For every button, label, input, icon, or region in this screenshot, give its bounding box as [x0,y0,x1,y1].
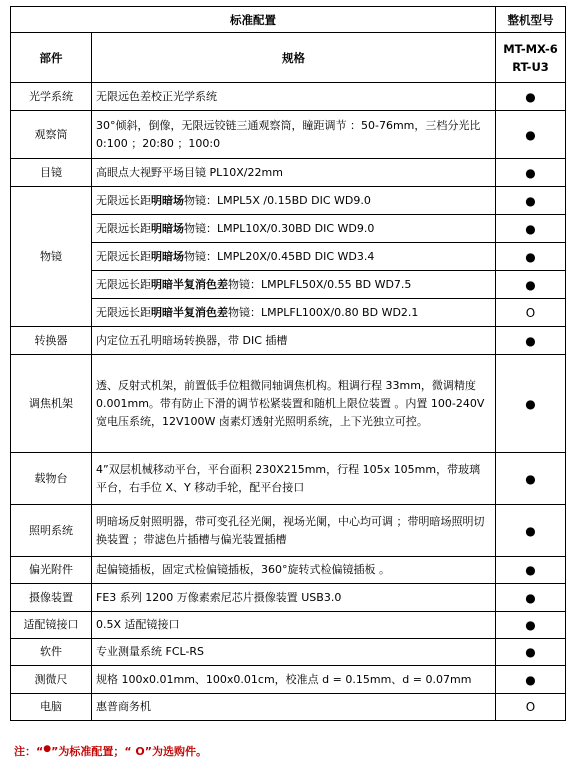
spec-text: 无限远长距 [96,193,151,207]
table-row [11,243,566,271]
standard-mark: ● [496,215,566,243]
table-row [11,299,566,327]
standard-mark: ● [496,187,566,215]
spec-text: 无限远长距 [96,249,151,263]
spec-text: 物镜：LMPL5X /0.15BD DIC WD9.0 [184,193,371,207]
table-row [11,159,566,187]
spec-cell [92,243,496,271]
part-cell: 摄像装置 [11,584,92,612]
optional-mark: O [496,299,566,327]
table-row [11,327,566,355]
spec-cell: 30°倾斜，倒像，无限远铰链三通观察筒，瞳距调节 ：50-76mm，三档分光比 0:100 ；20:80 ；100:0 [92,111,496,159]
part-cell: 观察筒 [11,111,92,159]
spec-text: 无限远长距 [96,305,151,319]
table-row [11,584,566,612]
spec-bold-text: 明暗半复消色差 [151,277,228,291]
part-cell: 照明系统 [11,505,92,557]
spec-text: 物镜：LMPL10X/0.30BD DIC WD9.0 [184,221,375,235]
standard-mark: ● [496,666,566,694]
model-name-line-2: RT-U3 [512,59,549,74]
table-row [11,666,566,694]
table-row [11,111,566,159]
spec-cell: 0.5X 适配镜接口 [92,612,496,639]
part-cell: 电脑 [11,694,92,721]
table-row [11,505,566,557]
spec-column-header: 规格 [92,33,496,83]
standard-mark: ● [496,612,566,639]
part-cell: 调焦机架 [11,355,92,453]
table-row [11,612,566,639]
legend-note [14,743,207,759]
part-cell: 光学系统 [11,83,92,111]
spec-cell: 4”双层机械移动平台，平台面积 230X215mm，行程 105x 105mm，带玻璃平台，右手位 X、Y 移动手轮，配平台接口 [92,453,496,505]
spec-cell [92,215,496,243]
spec-cell [92,271,496,299]
spec-cell: 内定位五孔明暗场转换器，带 DIC 插槽 [92,327,496,355]
header-row [11,7,566,33]
standard-mark: ● [496,584,566,612]
standard-mark: ● [496,159,566,187]
spec-cell: 无限远色差校正光学系统 [92,83,496,111]
part-cell: 适配镜接口 [11,612,92,639]
standard-mark: ● [496,355,566,453]
note-text: ”为标准配置；“ O”为选购件。 [51,745,207,758]
standard-mark: ● [496,557,566,584]
spec-bold-text: 明暗场 [151,193,184,207]
standard-mark: ● [496,505,566,557]
model-label-header: 整机型号 [496,7,566,33]
model-name-line-1: MT-MX-6 [503,41,558,56]
part-cell: 偏光附件 [11,557,92,584]
table-row [11,83,566,111]
standard-mark: ● [496,327,566,355]
spec-text: 物镜：LMPL20X/0.45BD DIC WD3.4 [184,249,375,263]
spec-cell: 明暗场反射照明器，带可变孔径光阑，视场光阑，中心均可调 ；带明暗场照明切换装置 ；带滤色片插槽与偏光装置插槽 [92,505,496,557]
spec-cell: 起偏镜插板，固定式检偏镜插板，360°旋转式检偏镜插板 。 [92,557,496,584]
spec-text: 物镜：LMPLFL50X/0.55 BD WD7.5 [228,277,412,291]
spec-cell [92,299,496,327]
spec-text: 无限远长距 [96,277,151,291]
spec-cell: 惠普商务机 [92,694,496,721]
table-row [11,557,566,584]
table-row [11,355,566,453]
part-cell: 载物台 [11,453,92,505]
spec-cell: 透、反射式机架，前置低手位粗微同轴调焦机构。粗调行程 33mm，微调精度 0.001mm。带有防止下滑的调节松紧装置和随机上限位装置 。内置 100-240V 宽电压系统，12V100W 卤素灯透射光照明系统，上下光独立可控。 [92,355,496,453]
spec-cell [92,187,496,215]
column-header-row [11,33,566,83]
part-cell: 物镜 [11,187,92,327]
table-row [11,187,566,215]
part-column-header: 部件 [11,33,92,83]
table-row [11,271,566,299]
standard-dot-icon: ● [43,744,52,754]
spec-cell: 专业测量系统 FCL-RS [92,639,496,666]
spec-text: 无限远长距 [96,221,151,235]
optional-mark: O [496,694,566,721]
part-cell: 测微尺 [11,666,92,694]
spec-bold-text: 明暗场 [151,221,184,235]
note-prefix: 注：“ [14,745,44,758]
part-cell: 软件 [11,639,92,666]
spec-cell: 高眼点大视野平场目镜 PL10X/22mm [92,159,496,187]
standard-mark: ● [496,243,566,271]
standard-config-header: 标准配置 [11,7,496,33]
spec-cell: 规格 100x0.01mm、100x0.01cm，校准点 d = 0.15mm、d = 0.07mm [92,666,496,694]
spec-table [10,6,566,721]
table-row [11,639,566,666]
standard-mark: ● [496,111,566,159]
spec-bold-text: 明暗场 [151,249,184,263]
spec-cell: FE3 系列 1200 万像素索尼芯片摄像装置 USB3.0 [92,584,496,612]
table-row [11,694,566,721]
table-row [11,215,566,243]
standard-mark: ● [496,639,566,666]
standard-mark: ● [496,453,566,505]
spec-bold-text: 明暗半复消色差 [151,305,228,319]
part-cell: 目镜 [11,159,92,187]
standard-mark: ● [496,83,566,111]
spec-text: 物镜：LMPLFL100X/0.80 BD WD2.1 [228,305,419,319]
standard-mark: ● [496,271,566,299]
table-row [11,453,566,505]
model-name-header [496,33,566,83]
part-cell: 转换器 [11,327,92,355]
